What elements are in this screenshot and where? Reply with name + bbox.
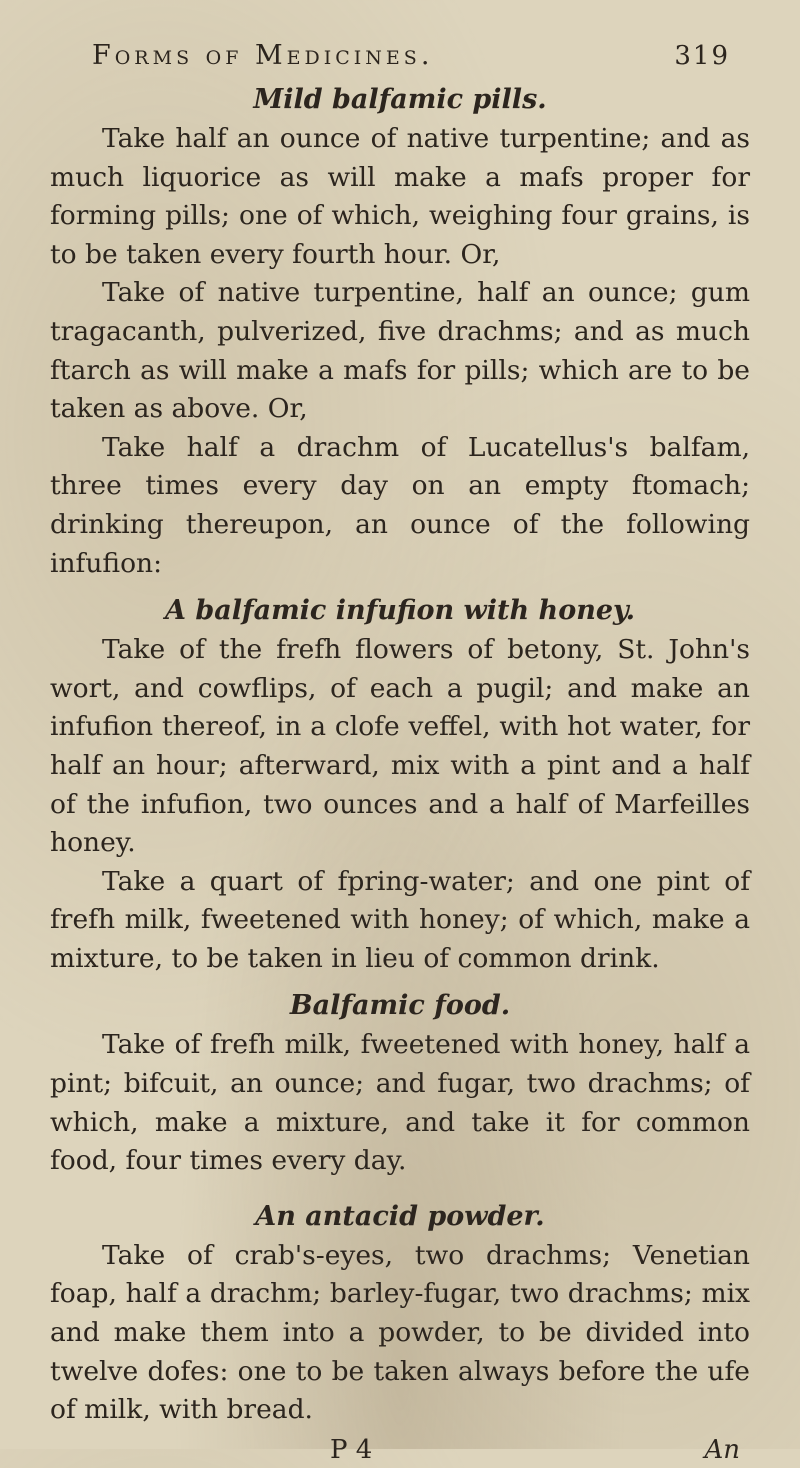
section-balfamic-infufion bbox=[50, 591, 750, 978]
section-heading: An antacid powder. bbox=[255, 1200, 545, 1232]
page-number: 319 bbox=[674, 41, 730, 71]
section-heading: Mild balfamic pills. bbox=[253, 84, 547, 115]
section-mild-balfamic-pills bbox=[50, 80, 750, 583]
section-heading: Balfamic food. bbox=[289, 990, 511, 1022]
catchword: An bbox=[704, 1434, 740, 1465]
paragraph: Take of the frefh flowers of betony, St. John's wort, and cowflips, of each a pugil; and make an infufion thereof, in a clofe veffel, with hot water, for half an hour; afterward, mix with a pint and a half of the infufion, two ounces and a half of Marfeilles honey. bbox=[50, 634, 750, 859]
paragraph: Take of frefh milk, fweetened with honey, half a pint; bifcuit, an ounce; and fugar, two drachms; of which, make a mixture, and take it for common food, four times every day. bbox=[50, 1029, 750, 1177]
paragraph: Take half a drachm of Lucatellus's balfam, three times every day on an empty ftomach; drinking thereupon, an ounce of the following infufion: bbox=[50, 431, 750, 579]
book-page bbox=[50, 40, 750, 1468]
paragraph: Take half an ounce of native turpentine; and as much liquorice as will make a mafs proper for forming pills; one of which, weighing four grains, is to be taken every fourth hour. Or, bbox=[50, 123, 750, 270]
paragraph: Take of crab's-eyes, two drachms; Venetian foap, half a drachm; barley-fugar, two drachms; mix and make them into a powder, to be divided into twelve dofes: one to be taken always before the ufe of milk, with bread. bbox=[50, 1239, 750, 1426]
paragraph: Take a quart of fpring-water; and one pint of frefh milk, fweetened with honey; of which, make a mixture, to be taken in lieu of common drink. bbox=[50, 865, 750, 974]
section-antacid-powder bbox=[50, 1197, 750, 1430]
page-footer bbox=[50, 1432, 750, 1468]
signature-mark: P 4 bbox=[330, 1434, 373, 1465]
section-balfamic-food bbox=[50, 986, 750, 1180]
section-heading: A balfamic infufion with honey. bbox=[165, 595, 635, 627]
running-head bbox=[92, 40, 750, 80]
paragraph: Take of native turpentine, half an ounce; gum tragacanth, pulverized, five drachms; and as much ftarch as will make a mafs for pills; which are to be taken as above. Or, bbox=[50, 277, 750, 425]
running-head-title: Forms of Medicines. bbox=[92, 40, 434, 71]
